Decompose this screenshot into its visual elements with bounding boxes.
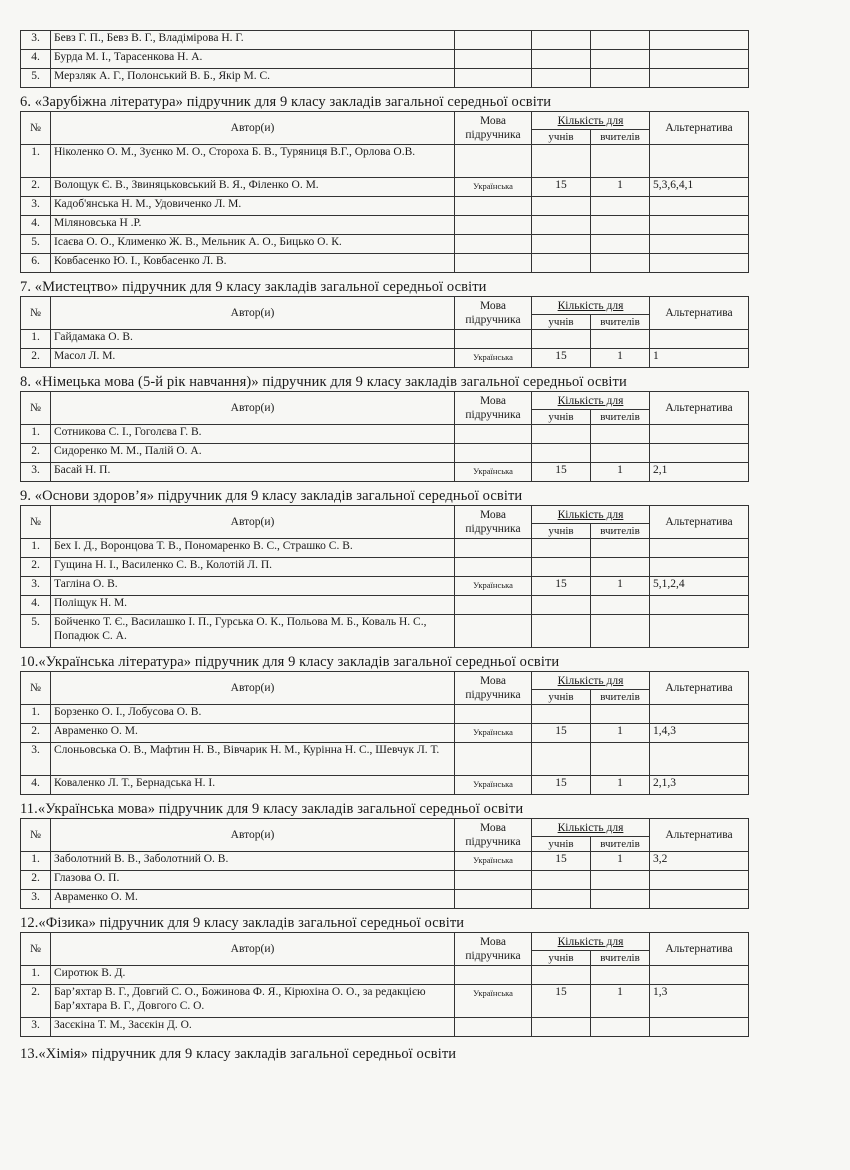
teachers-count-cell bbox=[591, 50, 650, 69]
teachers-count-cell bbox=[591, 705, 650, 724]
teachers-count-cell bbox=[591, 966, 650, 985]
teachers-count-cell bbox=[591, 31, 650, 50]
header-author: Автор(и) bbox=[51, 297, 455, 330]
language-cell: Українська bbox=[455, 852, 532, 871]
language-cell bbox=[455, 330, 532, 349]
language-cell: Українська bbox=[455, 577, 532, 596]
row-number: 4. bbox=[21, 596, 51, 615]
author-cell: Слоньовська О. В., Мафтин Н. В., Вівчарик Н. М., Курінна Н. С., Шевчук Л. Т. bbox=[51, 743, 455, 776]
author-cell: Сидоренко М. М., Палій О. А. bbox=[51, 444, 455, 463]
students-count-cell bbox=[532, 705, 591, 724]
author-cell: Ковбасенко Ю. І., Ковбасенко Л. В. bbox=[51, 254, 455, 273]
author-cell: Ніколенко О. М., Зуєнко М. О., Стороха Б. В., Туряниця В.Г., Орлова О.В. bbox=[51, 145, 455, 178]
students-count-cell bbox=[532, 1018, 591, 1037]
language-cell bbox=[455, 871, 532, 890]
row-number: 1. bbox=[21, 852, 51, 871]
teachers-count-cell: 1 bbox=[591, 985, 650, 1018]
table-row bbox=[21, 705, 749, 724]
students-count-cell bbox=[532, 235, 591, 254]
author-cell: Глазова О. П. bbox=[51, 871, 455, 890]
table-row bbox=[21, 558, 749, 577]
table-row bbox=[21, 463, 749, 482]
language-cell bbox=[455, 197, 532, 216]
header-language: Мова підручника bbox=[455, 297, 532, 330]
header-quantity: Кількість для bbox=[532, 392, 650, 410]
teachers-count-cell bbox=[591, 890, 650, 909]
table-row bbox=[21, 776, 749, 795]
alternative-cell bbox=[650, 216, 749, 235]
alternative-cell bbox=[650, 539, 749, 558]
header-quantity: Кількість для bbox=[532, 506, 650, 524]
header-author: Автор(и) bbox=[51, 819, 455, 852]
author-cell: Ісаєва О. О., Клименко Ж. В., Мельник А. О., Бицько О. К. bbox=[51, 235, 455, 254]
author-cell: Сотникова С. І., Гоголєва Г. В. bbox=[51, 425, 455, 444]
students-count-cell: 15 bbox=[532, 463, 591, 482]
author-cell: Авраменко О. М. bbox=[51, 724, 455, 743]
students-count-cell bbox=[532, 558, 591, 577]
author-cell: Міляновська Н .Р. bbox=[51, 216, 455, 235]
textbook-table bbox=[20, 671, 749, 795]
row-number: 1. bbox=[21, 330, 51, 349]
students-count-cell bbox=[532, 69, 591, 88]
row-number: 5. bbox=[21, 235, 51, 254]
students-count-cell bbox=[532, 615, 591, 648]
header-teachers: вчителів bbox=[591, 524, 650, 539]
header-author: Автор(и) bbox=[51, 392, 455, 425]
author-cell: Коваленко Л. Т., Бернадська Н. І. bbox=[51, 776, 455, 795]
table-row bbox=[21, 577, 749, 596]
alternative-cell: 1,3 bbox=[650, 985, 749, 1018]
students-count-cell bbox=[532, 50, 591, 69]
table-row bbox=[21, 69, 749, 88]
language-cell bbox=[455, 558, 532, 577]
language-cell: Українська bbox=[455, 985, 532, 1018]
alternative-cell bbox=[650, 615, 749, 648]
header-teachers: вчителів bbox=[591, 130, 650, 145]
language-cell bbox=[455, 69, 532, 88]
author-cell: Мерзляк А. Г., Полонський В. Б., Якір М. С. bbox=[51, 69, 455, 88]
header-students: учнів bbox=[532, 130, 591, 145]
header-quantity: Кількість для bbox=[532, 297, 650, 315]
section-title-chemistry: 13.«Хімія» підручник для 9 класу закладів загальної середньої освіти bbox=[20, 1046, 457, 1062]
alternative-cell bbox=[650, 705, 749, 724]
language-cell bbox=[455, 743, 532, 776]
row-number: 2. bbox=[21, 349, 51, 368]
language-cell bbox=[455, 890, 532, 909]
header-author: Автор(и) bbox=[51, 933, 455, 966]
language-cell: Українська bbox=[455, 463, 532, 482]
row-number: 3. bbox=[21, 890, 51, 909]
language-cell: Українська bbox=[455, 724, 532, 743]
language-cell: Українська bbox=[455, 178, 532, 197]
row-number: 6. bbox=[21, 254, 51, 273]
header-students: учнів bbox=[532, 410, 591, 425]
continued-table bbox=[20, 30, 749, 88]
students-count-cell bbox=[532, 743, 591, 776]
header-students: учнів bbox=[532, 837, 591, 852]
students-count-cell bbox=[532, 444, 591, 463]
alternative-cell: 5,3,6,4,1 bbox=[650, 178, 749, 197]
table-row bbox=[21, 31, 749, 50]
author-cell: Гайдамака О. В. bbox=[51, 330, 455, 349]
header-students: учнів bbox=[532, 315, 591, 330]
language-cell: Українська bbox=[455, 776, 532, 795]
document-page bbox=[20, 30, 748, 1063]
students-count-cell: 15 bbox=[532, 852, 591, 871]
author-cell: Тагліна О. В. bbox=[51, 577, 455, 596]
table-row bbox=[21, 966, 749, 985]
alternative-cell bbox=[650, 425, 749, 444]
textbook-table bbox=[20, 111, 749, 273]
students-count-cell bbox=[532, 254, 591, 273]
row-number: 2. bbox=[21, 444, 51, 463]
teachers-count-cell: 1 bbox=[591, 178, 650, 197]
language-cell bbox=[455, 966, 532, 985]
alternative-cell bbox=[650, 31, 749, 50]
students-count-cell bbox=[532, 425, 591, 444]
alternative-cell bbox=[650, 330, 749, 349]
students-count-cell bbox=[532, 145, 591, 178]
teachers-count-cell bbox=[591, 235, 650, 254]
textbook-table bbox=[20, 391, 749, 482]
alternative-cell: 1 bbox=[650, 349, 749, 368]
header-language: Мова підручника bbox=[455, 819, 532, 852]
alternative-cell: 2,1,3 bbox=[650, 776, 749, 795]
language-cell: Українська bbox=[455, 349, 532, 368]
row-number: 3. bbox=[21, 1018, 51, 1037]
students-count-cell bbox=[532, 197, 591, 216]
language-cell bbox=[455, 425, 532, 444]
alternative-cell: 5,1,2,4 bbox=[650, 577, 749, 596]
language-cell bbox=[455, 596, 532, 615]
alternative-cell bbox=[650, 1018, 749, 1037]
row-number: 1. bbox=[21, 966, 51, 985]
author-cell: Борзенко О. І., Лобусова О. В. bbox=[51, 705, 455, 724]
teachers-count-cell bbox=[591, 197, 650, 216]
table-row bbox=[21, 178, 749, 197]
author-cell: Поліщук Н. М. bbox=[51, 596, 455, 615]
students-count-cell bbox=[532, 596, 591, 615]
header-alternative: Альтернатива bbox=[650, 672, 749, 705]
language-cell bbox=[455, 216, 532, 235]
header-quantity: Кількість для bbox=[532, 112, 650, 130]
header-quantity: Кількість для bbox=[532, 672, 650, 690]
alternative-cell: 1,4,3 bbox=[650, 724, 749, 743]
row-number: 2. bbox=[21, 558, 51, 577]
teachers-count-cell bbox=[591, 615, 650, 648]
section-title: 8. «Німецька мова (5-й рік навчання)» підручник для 9 класу закладів загальної середньої освіти bbox=[20, 374, 627, 390]
header-number: № bbox=[21, 506, 51, 539]
teachers-count-cell bbox=[591, 69, 650, 88]
alternative-cell bbox=[650, 596, 749, 615]
section-title: 6. «Зарубіжна література» підручник для 9 класу закладів загальної середньої освіти bbox=[20, 94, 552, 110]
teachers-count-cell: 1 bbox=[591, 776, 650, 795]
header-teachers: вчителів bbox=[591, 690, 650, 705]
header-author: Автор(и) bbox=[51, 672, 455, 705]
alternative-cell bbox=[650, 966, 749, 985]
teachers-count-cell: 1 bbox=[591, 463, 650, 482]
author-cell: Заболотний В. В., Заболотний О. В. bbox=[51, 852, 455, 871]
language-cell bbox=[455, 444, 532, 463]
row-number: 4. bbox=[21, 216, 51, 235]
table-row bbox=[21, 216, 749, 235]
students-count-cell bbox=[532, 871, 591, 890]
header-author: Автор(и) bbox=[51, 506, 455, 539]
teachers-count-cell bbox=[591, 743, 650, 776]
table-row bbox=[21, 254, 749, 273]
alternative-cell bbox=[650, 558, 749, 577]
language-cell bbox=[455, 50, 532, 69]
language-cell bbox=[455, 31, 532, 50]
alternative-cell bbox=[650, 444, 749, 463]
table-row bbox=[21, 615, 749, 648]
students-count-cell: 15 bbox=[532, 724, 591, 743]
header-number: № bbox=[21, 819, 51, 852]
students-count-cell bbox=[532, 330, 591, 349]
textbook-table bbox=[20, 505, 749, 648]
table-row bbox=[21, 330, 749, 349]
row-number: 5. bbox=[21, 69, 51, 88]
row-number: 3. bbox=[21, 577, 51, 596]
author-cell: Бурда М. І., Тарасенкова Н. А. bbox=[51, 50, 455, 69]
author-cell: Сиротюк В. Д. bbox=[51, 966, 455, 985]
language-cell bbox=[455, 145, 532, 178]
language-cell bbox=[455, 615, 532, 648]
alternative-cell bbox=[650, 235, 749, 254]
teachers-count-cell bbox=[591, 145, 650, 178]
row-number: 2. bbox=[21, 178, 51, 197]
table-row bbox=[21, 145, 749, 178]
table-row bbox=[21, 985, 749, 1018]
table-row bbox=[21, 50, 749, 69]
section-title: 7. «Мистецтво» підручник для 9 класу закладів загальної середньої освіти bbox=[20, 279, 487, 295]
teachers-count-cell bbox=[591, 425, 650, 444]
teachers-count-cell bbox=[591, 871, 650, 890]
row-number: 2. bbox=[21, 724, 51, 743]
teachers-count-cell bbox=[591, 330, 650, 349]
header-alternative: Альтернатива bbox=[650, 112, 749, 145]
row-number: 3. bbox=[21, 31, 51, 50]
header-language: Мова підручника bbox=[455, 506, 532, 539]
students-count-cell: 15 bbox=[532, 577, 591, 596]
teachers-count-cell bbox=[591, 216, 650, 235]
section-title: 11.«Українська мова» підручник для 9 класу закладів загальної середньої освіти bbox=[20, 801, 524, 817]
students-count-cell bbox=[532, 890, 591, 909]
header-number: № bbox=[21, 112, 51, 145]
alternative-cell: 2,1 bbox=[650, 463, 749, 482]
author-cell: Бар’яхтар В. Г., Довгий С. О., Божинова Ф. Я., Кірюхіна О. О., за редакцією Бар’яхтара В. Г., Довгого С. О. bbox=[51, 985, 455, 1018]
language-cell bbox=[455, 254, 532, 273]
table-row bbox=[21, 596, 749, 615]
header-teachers: вчителів bbox=[591, 315, 650, 330]
header-students: учнів bbox=[532, 690, 591, 705]
header-quantity: Кількість для bbox=[532, 933, 650, 951]
row-number: 1. bbox=[21, 539, 51, 558]
students-count-cell bbox=[532, 31, 591, 50]
header-alternative: Альтернатива bbox=[650, 392, 749, 425]
header-number: № bbox=[21, 672, 51, 705]
header-alternative: Альтернатива bbox=[650, 506, 749, 539]
author-cell: Бех І. Д., Воронцова Т. В., Пономаренко В. С., Страшко С. В. bbox=[51, 539, 455, 558]
header-language: Мова підручника bbox=[455, 392, 532, 425]
language-cell bbox=[455, 705, 532, 724]
header-alternative: Альтернатива bbox=[650, 933, 749, 966]
author-cell: Масол Л. М. bbox=[51, 349, 455, 368]
teachers-count-cell bbox=[591, 539, 650, 558]
table-row bbox=[21, 349, 749, 368]
header-teachers: вчителів bbox=[591, 410, 650, 425]
alternative-cell bbox=[650, 743, 749, 776]
alternative-cell: 3,2 bbox=[650, 852, 749, 871]
students-count-cell bbox=[532, 216, 591, 235]
row-number: 4. bbox=[21, 776, 51, 795]
textbook-table bbox=[20, 296, 749, 368]
alternative-cell bbox=[650, 145, 749, 178]
row-number: 1. bbox=[21, 425, 51, 444]
author-cell: Авраменко О. М. bbox=[51, 890, 455, 909]
alternative-cell bbox=[650, 69, 749, 88]
alternative-cell bbox=[650, 871, 749, 890]
alternative-cell bbox=[650, 50, 749, 69]
row-number: 1. bbox=[21, 145, 51, 178]
alternative-cell bbox=[650, 890, 749, 909]
students-count-cell: 15 bbox=[532, 178, 591, 197]
table-row bbox=[21, 1018, 749, 1037]
teachers-count-cell bbox=[591, 558, 650, 577]
header-language: Мова підручника bbox=[455, 112, 532, 145]
header-author: Автор(и) bbox=[51, 112, 455, 145]
teachers-count-cell bbox=[591, 1018, 650, 1037]
table-row bbox=[21, 890, 749, 909]
header-number: № bbox=[21, 297, 51, 330]
author-cell: Гущина Н. І., Василенко С. В., Колотій Л. П. bbox=[51, 558, 455, 577]
row-number: 1. bbox=[21, 705, 51, 724]
students-count-cell bbox=[532, 539, 591, 558]
header-number: № bbox=[21, 933, 51, 966]
section-title: 9. «Основи здоров’я» підручник для 9 класу закладів загальної середньої освіти bbox=[20, 488, 523, 504]
teachers-count-cell bbox=[591, 254, 650, 273]
header-number: № bbox=[21, 392, 51, 425]
section-title: 12.«Фізика» підручник для 9 класу закладів загальної середньої освіти bbox=[20, 915, 465, 931]
table-row bbox=[21, 444, 749, 463]
author-cell: Кадоб'янська Н. М., Удовиченко Л. М. bbox=[51, 197, 455, 216]
header-alternative: Альтернатива bbox=[650, 819, 749, 852]
table-row bbox=[21, 235, 749, 254]
header-quantity: Кількість для bbox=[532, 819, 650, 837]
alternative-cell bbox=[650, 197, 749, 216]
students-count-cell bbox=[532, 966, 591, 985]
teachers-count-cell bbox=[591, 444, 650, 463]
author-cell: Волощук Є. В., Звиняцьковський В. Я., Філенко О. М. bbox=[51, 178, 455, 197]
table-row bbox=[21, 871, 749, 890]
header-language: Мова підручника bbox=[455, 933, 532, 966]
author-cell: Бевз Г. П., Бевз В. Г., Владімірова Н. Г. bbox=[51, 31, 455, 50]
row-number: 2. bbox=[21, 985, 51, 1018]
row-number: 5. bbox=[21, 615, 51, 648]
teachers-count-cell: 1 bbox=[591, 349, 650, 368]
row-number: 2. bbox=[21, 871, 51, 890]
header-teachers: вчителів bbox=[591, 951, 650, 966]
header-students: учнів bbox=[532, 524, 591, 539]
header-students: учнів bbox=[532, 951, 591, 966]
table-row bbox=[21, 539, 749, 558]
header-language: Мова підручника bbox=[455, 672, 532, 705]
table-row bbox=[21, 852, 749, 871]
table-row bbox=[21, 724, 749, 743]
students-count-cell: 15 bbox=[532, 776, 591, 795]
row-number: 3. bbox=[21, 463, 51, 482]
textbook-table bbox=[20, 818, 749, 909]
students-count-cell: 15 bbox=[532, 985, 591, 1018]
header-alternative: Альтернатива bbox=[650, 297, 749, 330]
language-cell bbox=[455, 235, 532, 254]
author-cell: Басай Н. П. bbox=[51, 463, 455, 482]
teachers-count-cell: 1 bbox=[591, 577, 650, 596]
table-row bbox=[21, 425, 749, 444]
students-count-cell: 15 bbox=[532, 349, 591, 368]
row-number: 3. bbox=[21, 743, 51, 776]
header-teachers: вчителів bbox=[591, 837, 650, 852]
teachers-count-cell: 1 bbox=[591, 852, 650, 871]
alternative-cell bbox=[650, 254, 749, 273]
teachers-count-cell: 1 bbox=[591, 724, 650, 743]
table-row bbox=[21, 743, 749, 776]
row-number: 4. bbox=[21, 50, 51, 69]
language-cell bbox=[455, 539, 532, 558]
teachers-count-cell bbox=[591, 596, 650, 615]
author-cell: Засєкіна Т. М., Засєкін Д. О. bbox=[51, 1018, 455, 1037]
author-cell: Бойченко Т. Є., Василашко І. П., Гурська О. К., Польова М. Б., Коваль Н. С., Попадюк С. А. bbox=[51, 615, 455, 648]
language-cell bbox=[455, 1018, 532, 1037]
row-number: 3. bbox=[21, 197, 51, 216]
table-row bbox=[21, 197, 749, 216]
textbook-table bbox=[20, 932, 749, 1037]
section-title: 10.«Українська література» підручник для 9 класу закладів загальної середньої освіти bbox=[20, 654, 560, 670]
